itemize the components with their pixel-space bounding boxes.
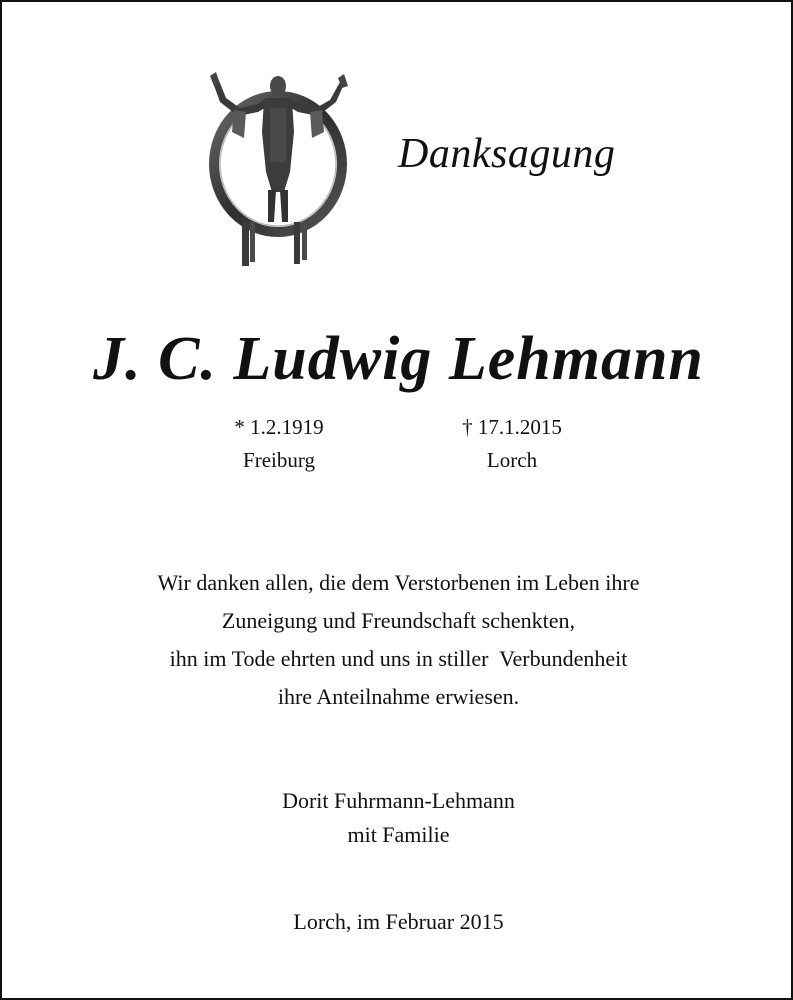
signature-suffix: mit Familie (347, 822, 450, 847)
message-line: Zuneigung und Freundschaft schenkten, (221, 608, 576, 633)
page-title: Danksagung (398, 131, 616, 177)
thanks-message (2, 564, 793, 716)
birth-place: Freiburg (243, 448, 315, 472)
place-date: Lorch, im Februar 2015 (293, 909, 504, 934)
birth-info (179, 411, 379, 477)
signature-name: Dorit Fuhrmann-Lehmann (282, 788, 515, 813)
death-place: Lorch (486, 448, 538, 472)
signature (2, 784, 793, 852)
birth-date: * 1.2.1919 (234, 415, 324, 439)
message-line: ihn im Tode ehrten und uns in stiller Verbundenheit (169, 646, 628, 671)
message-line: ihre Anteilnahme erwiesen. (277, 684, 520, 709)
death-info (412, 411, 612, 477)
message-line: Wir danken allen, die dem Verstorbenen im Leben ihre (157, 570, 640, 595)
deceased-name: J. C. Ludwig Lehmann (93, 325, 704, 393)
death-date: † 17.1.2015 (462, 415, 562, 439)
crucifix-ring-icon (198, 72, 358, 272)
